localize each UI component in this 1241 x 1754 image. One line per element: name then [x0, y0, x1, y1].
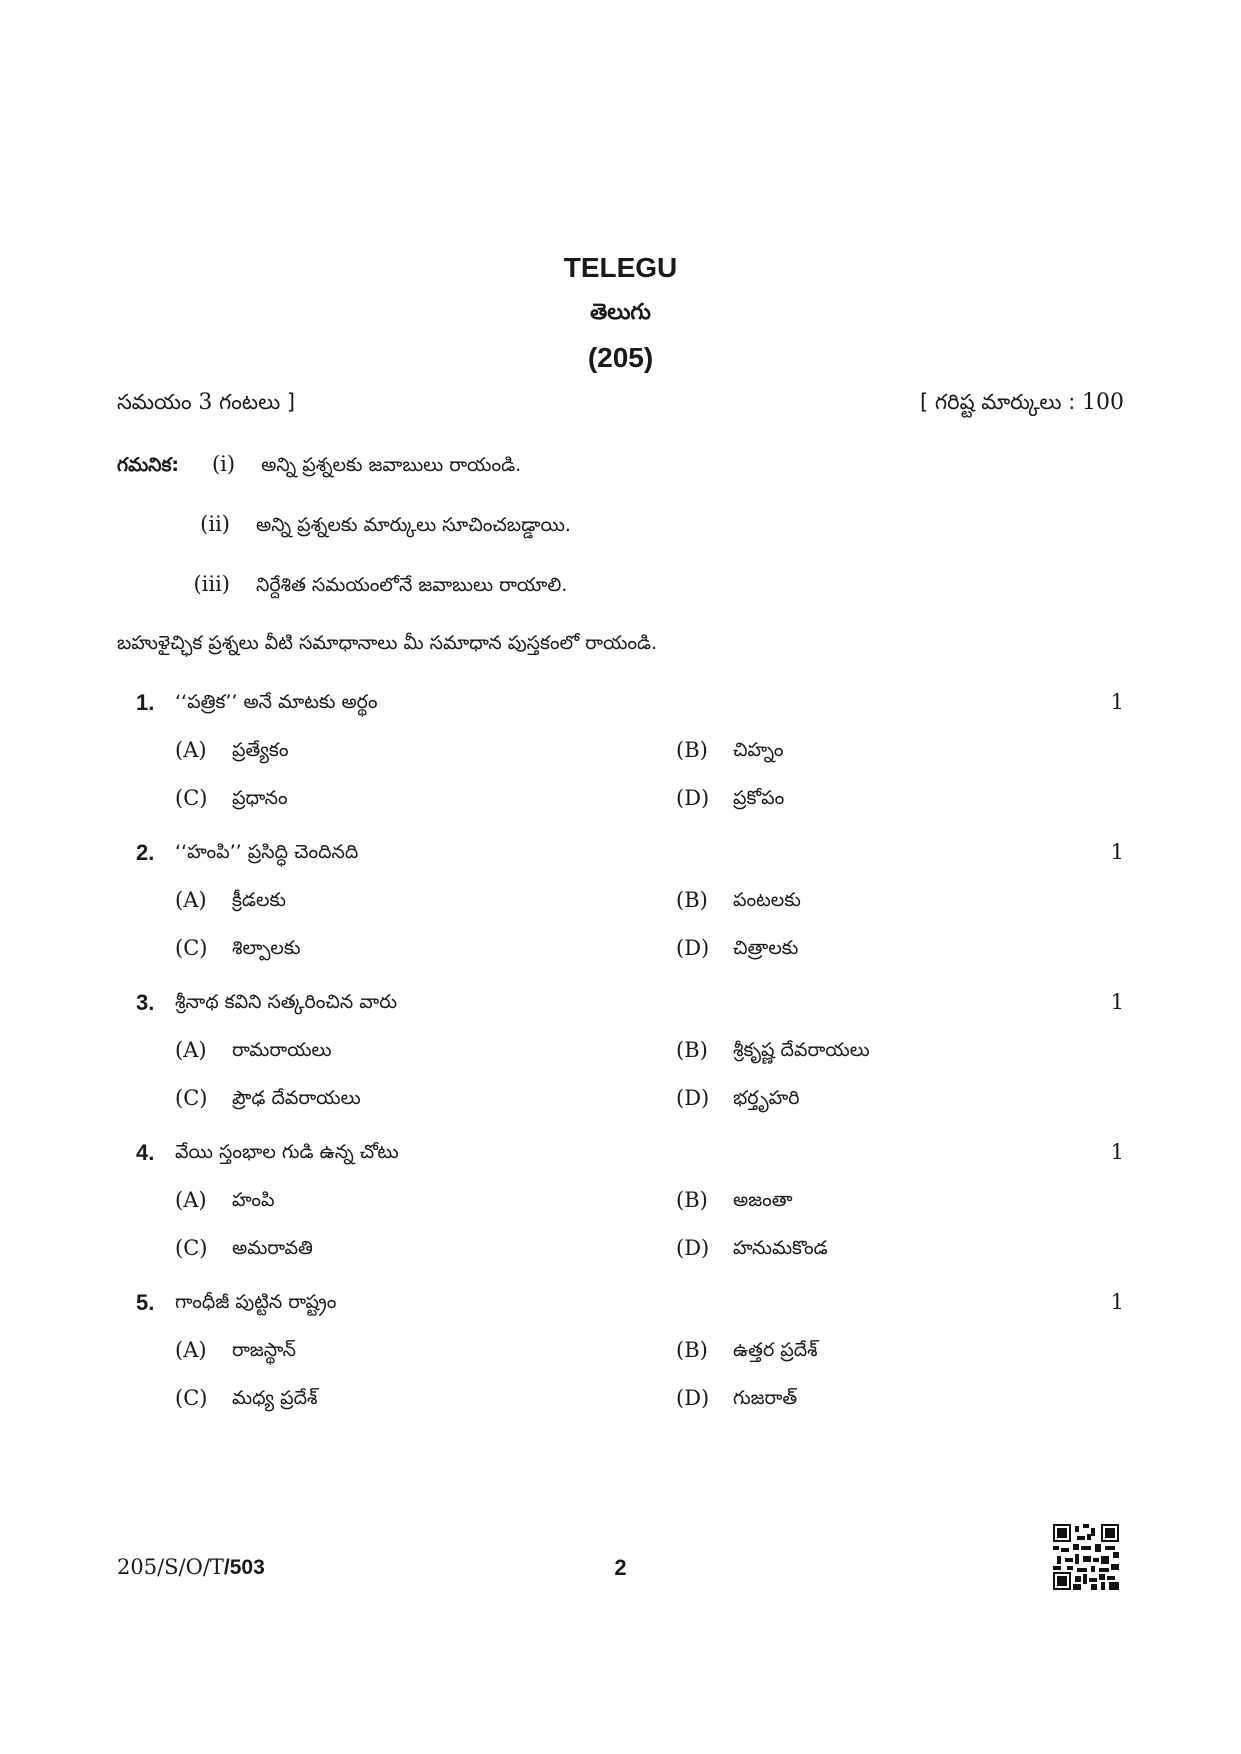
question-number: 3. — [136, 990, 155, 1015]
note-text: నిర్దేశిత సమయంలోనే జవాబులు రాయాలి. — [256, 574, 568, 596]
option-key: (B) — [676, 888, 708, 912]
max-marks — [920, 390, 1124, 420]
marks-value: 100 — [1082, 390, 1124, 415]
option-key: (D) — [676, 786, 710, 810]
option-text: శ్రీకృష్ణ దేవరాయలు — [733, 1039, 870, 1061]
note-row-3 — [117, 572, 567, 601]
option-text: శిల్పాలకు — [232, 937, 301, 959]
option-text: పంటలకు — [733, 889, 801, 911]
option-text: ఉత్తర ప్రదేశ్ — [733, 1339, 818, 1361]
option-text: ప్రధానం — [232, 787, 288, 809]
time-label: సమయం — [117, 390, 192, 414]
note-label: గమనిక: — [117, 454, 180, 476]
subject-code: (205) — [587, 342, 654, 373]
question-text: శ్రీనాథ కవిని సత్కరించిన వారు — [175, 991, 398, 1013]
option-text: క్రీడలకు — [232, 889, 286, 911]
question-number: 5. — [136, 1290, 155, 1315]
option-text: రామరాయలు — [232, 1039, 332, 1061]
option-text: రాజస్థాన్ — [232, 1339, 296, 1361]
note-row-2 — [117, 512, 571, 541]
option-key: (B) — [676, 738, 708, 762]
instruction: బహుళైచ్ఛిక ప్రశ్నలు వీటి సమాధానాలు మీ సమాధాన పుస్తకంలో రాయండి. — [117, 632, 658, 654]
question-marks: 1 — [1110, 990, 1124, 1014]
question-number: 2. — [136, 840, 155, 865]
note-number: (i) — [211, 452, 236, 476]
paper-code-suffix: /503 — [223, 1556, 265, 1579]
option-key: (B) — [676, 1338, 708, 1362]
option-text: అమరావతి — [232, 1237, 313, 1259]
option-key: (D) — [676, 1236, 710, 1260]
option-key: (C) — [175, 1386, 208, 1410]
option-text: ప్రకోపం — [733, 787, 785, 809]
time-allowed — [117, 390, 295, 420]
paper-code-prefix: 205/S/O/T — [117, 1555, 224, 1579]
question-text: వేయి స్తంభాల గుడి ఉన్న చోటు — [175, 1141, 399, 1163]
option-text: మధ్య ప్రదేశ్ — [232, 1387, 318, 1409]
option-key: (C) — [175, 1086, 208, 1110]
option-key: (A) — [175, 1188, 207, 1212]
note-text: అన్ని ప్రశ్నలకు జవాబులు రాయండి. — [261, 454, 522, 476]
question-marks: 1 — [1110, 690, 1124, 714]
qr-code — [1053, 1524, 1119, 1590]
option-text: ప్రత్యేకం — [232, 739, 289, 761]
time-value: 3 — [198, 390, 213, 415]
option-key: (C) — [175, 936, 208, 960]
option-text: భర్తృహరి — [733, 1087, 800, 1109]
option-key: (A) — [175, 888, 207, 912]
option-text: ప్రౌఢ దేవరాయలు — [232, 1087, 361, 1109]
option-key: (D) — [676, 1086, 710, 1110]
option-text: చిత్రాలకు — [733, 937, 799, 959]
option-key: (A) — [175, 1338, 207, 1362]
question-marks: 1 — [1110, 840, 1124, 864]
note-number: (ii) — [200, 512, 230, 536]
option-key: (A) — [175, 1038, 207, 1062]
option-text: హనుమకొండ — [733, 1237, 828, 1259]
option-key: (C) — [175, 786, 208, 810]
option-key: (A) — [175, 738, 207, 762]
question-text: గాంధీజీ పుట్టిన రాష్ట్రం — [175, 1291, 337, 1313]
option-key: (B) — [676, 1038, 708, 1062]
option-text: చిహ్నం — [733, 739, 784, 761]
note-text: అన్ని ప్రశ్నలకు మార్కులు సూచించబడ్డాయి. — [256, 514, 571, 536]
option-text: గుజరాత్ — [733, 1387, 798, 1409]
note-row-1 — [117, 452, 521, 481]
option-key: (B) — [676, 1188, 708, 1212]
option-key: (D) — [676, 936, 710, 960]
marks-prefix: [ గరిష్ట మార్కులు : — [920, 390, 1076, 414]
question-marks: 1 — [1110, 1290, 1124, 1314]
note-number: (iii) — [193, 572, 230, 596]
subject-title-telugu: తెలుగు — [590, 300, 651, 325]
option-key: (C) — [175, 1236, 208, 1260]
subject-title: TELEGU — [563, 252, 678, 283]
page-number: 2 — [614, 1555, 627, 1580]
question-number: 1. — [136, 690, 155, 715]
question-number: 4. — [136, 1140, 155, 1165]
option-text: అజంతా — [733, 1189, 793, 1211]
option-key: (D) — [676, 1386, 710, 1410]
question-text: ‘‘పత్రిక’’ అనే మాటకు అర్థం — [175, 691, 378, 713]
question-text: ‘‘హంపి’’ ప్రసిద్ధి చెందినది — [175, 841, 359, 863]
time-unit: గంటలు ] — [219, 390, 296, 414]
option-text: హంపి — [232, 1189, 275, 1211]
question-marks: 1 — [1110, 1140, 1124, 1164]
